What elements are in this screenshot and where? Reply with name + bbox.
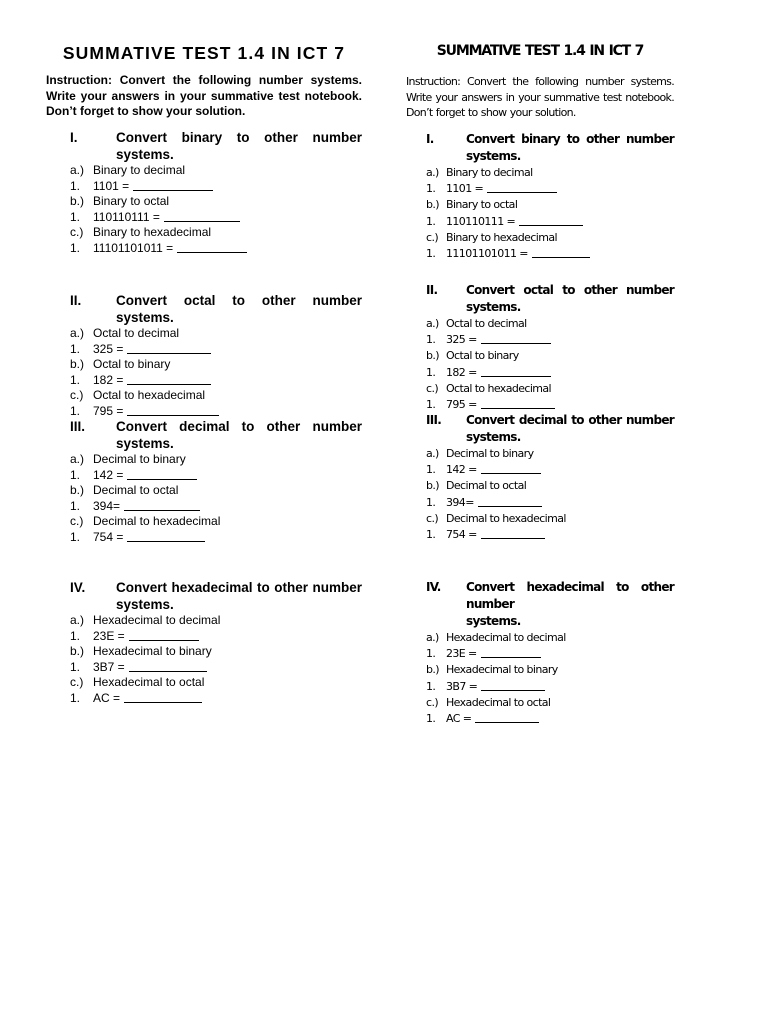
answer-blank	[519, 214, 583, 226]
item-marker: a.)	[426, 317, 439, 330]
answer-blank	[481, 679, 545, 691]
section-octal	[406, 282, 674, 413]
item-text: Binary to hexadecimal	[93, 225, 212, 239]
item-text: Octal to hexadecimal	[93, 388, 206, 402]
answer-blank	[133, 179, 213, 191]
answer-blank	[478, 495, 542, 507]
section-heading	[46, 129, 362, 163]
section-heading	[406, 282, 674, 316]
answer-blank	[481, 462, 541, 474]
section-title-line: systems.	[116, 436, 174, 451]
item-text: Decimal to octal	[446, 479, 527, 493]
item-marker: c.)	[426, 381, 439, 395]
answer-blank	[177, 241, 247, 253]
answer-blank	[127, 530, 205, 542]
item-marker: b.)	[426, 663, 439, 677]
list-item	[46, 404, 362, 420]
item-marker: 1.	[70, 209, 81, 224]
item-text: 1101 =	[93, 178, 130, 193]
section-title-line: Convert hexadecimal to other number	[466, 580, 674, 611]
item-text: Binary to decimal	[93, 163, 186, 177]
answer-blank	[127, 404, 219, 416]
item-text: AC =	[446, 712, 472, 726]
item-marker: b.)	[70, 483, 85, 497]
list-item	[406, 165, 674, 181]
item-marker: 1.	[426, 247, 436, 261]
list-item	[46, 241, 362, 257]
item-marker: a.)	[70, 163, 85, 177]
list-item	[406, 230, 674, 246]
section-title-line: systems.	[116, 597, 174, 612]
item-text: Hexadecimal to octal	[93, 675, 205, 689]
answer-blank	[481, 332, 551, 344]
item-marker: c.)	[426, 511, 439, 525]
item-marker: 1.	[70, 178, 81, 193]
section-heading	[406, 131, 674, 165]
section-heading	[406, 412, 674, 446]
item-marker: c.)	[70, 675, 84, 689]
item-marker: 1.	[70, 372, 81, 387]
list-item	[46, 326, 362, 342]
list-item	[406, 662, 674, 678]
list-item	[406, 246, 674, 262]
item-text: 394=	[93, 498, 121, 513]
answer-blank	[475, 711, 539, 723]
item-marker: 1.	[70, 403, 81, 418]
item-marker: 1.	[426, 333, 436, 347]
section-title	[116, 418, 362, 452]
item-marker: c.)	[70, 388, 84, 402]
section-title	[466, 412, 674, 446]
section-title-line: Convert decimal to other number	[466, 413, 674, 427]
section-heading	[46, 292, 362, 326]
list-item	[46, 675, 362, 691]
item-marker: a.)	[70, 326, 85, 340]
section-octal	[46, 292, 362, 419]
item-marker: 1.	[70, 628, 81, 643]
list-item	[46, 644, 362, 660]
answer-blank	[129, 629, 199, 641]
page-title: SUMMATIVE TEST 1.4 IN ICT 7	[436, 43, 644, 59]
section-title-line: systems.	[466, 614, 521, 628]
answer-blank	[127, 468, 197, 480]
section-number: II.	[426, 283, 438, 297]
answer-blank	[481, 365, 551, 377]
item-text: Decimal to hexadecimal	[446, 511, 566, 525]
list-item	[46, 691, 362, 707]
item-text: Hexadecimal to decimal	[446, 631, 566, 644]
item-text: 3B7 =	[446, 679, 478, 693]
item-text: Decimal to binary	[446, 447, 534, 460]
item-marker: b.)	[426, 349, 439, 363]
item-marker: a.)	[426, 631, 439, 644]
list-item	[406, 679, 674, 695]
item-marker: 1.	[426, 679, 436, 693]
section-title-line: Convert decimal to other number	[116, 419, 362, 434]
item-marker: b.)	[426, 479, 439, 493]
list-item	[46, 373, 362, 389]
item-marker: 1.	[426, 182, 436, 196]
list-item	[406, 365, 674, 381]
answer-blank	[127, 373, 211, 385]
answer-blank	[164, 210, 240, 222]
item-text: 325 =	[93, 341, 124, 356]
section-title-line: systems.	[466, 430, 521, 444]
list-item	[46, 452, 362, 468]
list-item	[46, 357, 362, 373]
item-marker: a.)	[426, 166, 439, 179]
section-decimal	[406, 412, 674, 543]
section-title-line: systems.	[116, 147, 174, 162]
list-item	[406, 462, 674, 478]
item-text: 23E =	[93, 628, 125, 643]
list-item	[406, 630, 674, 646]
item-marker: 1.	[70, 341, 81, 356]
section-number: IV.	[70, 580, 86, 595]
list-item	[406, 478, 674, 494]
item-text: AC =	[93, 690, 121, 705]
item-text: 182 =	[446, 365, 477, 379]
answer-blank	[127, 342, 211, 354]
answer-blank	[129, 660, 207, 672]
list-item	[46, 163, 362, 179]
section-number: III.	[426, 413, 442, 427]
item-text: Binary to octal	[93, 194, 170, 208]
item-text: Octal to binary	[93, 357, 171, 371]
list-item	[406, 332, 674, 348]
item-marker: a.)	[426, 447, 439, 460]
item-marker: 1.	[426, 495, 436, 509]
item-text: 110110111 =	[93, 209, 160, 224]
item-text: 11101101011 =	[93, 240, 174, 255]
list-item	[46, 514, 362, 530]
section-heading	[46, 418, 362, 452]
item-text: Decimal to hexadecimal	[93, 514, 221, 528]
item-text: 754 =	[93, 529, 124, 544]
item-text: Decimal to octal	[93, 483, 179, 497]
list-item	[46, 613, 362, 629]
item-text: 795 =	[93, 403, 124, 418]
list-item	[46, 629, 362, 645]
item-text: 394=	[446, 495, 474, 509]
item-text: Binary to decimal	[446, 166, 533, 179]
item-marker: b.)	[70, 644, 85, 658]
item-marker: 1.	[426, 647, 436, 661]
item-marker: 1.	[426, 365, 436, 379]
item-text: 1101 =	[446, 182, 484, 196]
item-text: Binary to octal	[446, 198, 518, 212]
item-text: 23E =	[446, 647, 477, 661]
item-text: Octal to decimal	[93, 326, 180, 340]
item-text: 3B7 =	[93, 659, 125, 674]
list-item	[406, 348, 674, 364]
item-text: Hexadecimal to decimal	[93, 613, 221, 627]
answer-blank	[487, 181, 557, 193]
item-marker: 1.	[426, 214, 436, 228]
item-text: 754 =	[446, 528, 477, 542]
section-number: III.	[70, 419, 86, 434]
item-text: 142 =	[93, 467, 124, 482]
section-binary	[46, 129, 362, 256]
answer-blank	[124, 691, 202, 703]
item-text: 11101101011 =	[446, 247, 528, 261]
section-hexadecimal	[46, 579, 362, 706]
item-marker: 1.	[426, 712, 436, 726]
item-marker: c.)	[426, 695, 439, 709]
item-marker: 1.	[70, 467, 81, 482]
section-title: Convert octal to other number systems.	[466, 283, 674, 314]
section-binary	[406, 131, 674, 262]
section-title	[466, 579, 674, 630]
item-text: 182 =	[93, 372, 124, 387]
item-text: 795 =	[446, 398, 477, 412]
list-item	[46, 179, 362, 195]
item-text: 142 =	[446, 463, 477, 477]
list-item	[46, 530, 362, 546]
section-number: II.	[70, 293, 82, 308]
list-item	[406, 695, 674, 711]
instruction-text: Instruction: Convert the following number systems. Write your answers in your summative test notebook. Don’t forget to show your solution.	[406, 75, 674, 119]
list-item	[406, 511, 674, 527]
item-marker: c.)	[426, 230, 439, 244]
item-marker: 1.	[426, 398, 436, 412]
list-item	[406, 197, 674, 213]
item-marker: 1.	[70, 240, 81, 255]
instruction-text: Instruction: Convert the following number systems. Write your answers in your summative test notebook. Don’t forget to show your solution.	[46, 73, 362, 118]
item-marker: c.)	[70, 225, 84, 239]
list-item	[406, 181, 674, 197]
item-text: Decimal to binary	[93, 452, 186, 466]
answer-blank	[481, 646, 541, 658]
section-title: Convert binary to other number systems.	[466, 132, 674, 163]
list-item	[46, 468, 362, 484]
item-marker: a.)	[70, 452, 85, 466]
section-number: I.	[70, 130, 78, 145]
section-heading	[406, 579, 674, 630]
answer-blank	[481, 527, 545, 539]
item-text: 110110111 =	[446, 214, 516, 228]
item-marker: 1.	[70, 529, 81, 544]
section-title-line: Convert binary to other number	[116, 130, 362, 145]
section-decimal	[46, 418, 362, 545]
section-title-line: Convert hexadecimal to other number	[116, 580, 362, 595]
list-item	[46, 660, 362, 676]
item-marker: 1.	[426, 528, 436, 542]
item-text: Binary to hexadecimal	[446, 230, 557, 244]
item-marker: c.)	[70, 514, 84, 528]
list-item	[406, 381, 674, 397]
item-marker: a.)	[70, 613, 85, 627]
list-item	[46, 210, 362, 226]
list-item	[46, 388, 362, 404]
item-marker: 1.	[70, 498, 81, 513]
section-title	[116, 579, 362, 613]
item-text: Octal to decimal	[446, 317, 527, 330]
item-text: Hexadecimal to binary	[446, 663, 558, 677]
list-item	[46, 194, 362, 210]
list-item	[46, 499, 362, 515]
item-text: Octal to binary	[446, 349, 519, 363]
list-item	[406, 214, 674, 230]
list-item	[46, 342, 362, 358]
item-marker: b.)	[70, 194, 85, 208]
list-item	[406, 646, 674, 662]
section-heading	[46, 579, 362, 613]
item-marker: 1.	[70, 659, 81, 674]
section-title: Convert octal to other number systems.	[116, 293, 362, 325]
item-text: Hexadecimal to octal	[446, 695, 551, 709]
item-text: 325 =	[446, 333, 477, 347]
section-number: IV.	[426, 580, 441, 594]
answer-blank	[532, 246, 590, 258]
section-hexadecimal	[406, 579, 674, 727]
page-title: SUMMATIVE TEST 1.4 IN ICT 7	[62, 43, 346, 63]
list-item	[406, 316, 674, 332]
list-item	[406, 495, 674, 511]
answer-blank	[481, 397, 555, 409]
list-item	[406, 711, 674, 727]
list-item	[406, 527, 674, 543]
section-number: I.	[426, 132, 434, 146]
item-text: Octal to hexadecimal	[446, 381, 552, 395]
item-marker: b.)	[426, 198, 439, 212]
list-item	[406, 397, 674, 413]
item-text: Hexadecimal to binary	[93, 644, 212, 658]
list-item	[406, 446, 674, 462]
answer-blank	[124, 499, 200, 511]
item-marker: 1.	[426, 463, 436, 477]
list-item	[46, 225, 362, 241]
item-marker: 1.	[70, 690, 81, 705]
list-item	[46, 483, 362, 499]
section-title	[116, 129, 362, 163]
item-marker: b.)	[70, 357, 85, 371]
